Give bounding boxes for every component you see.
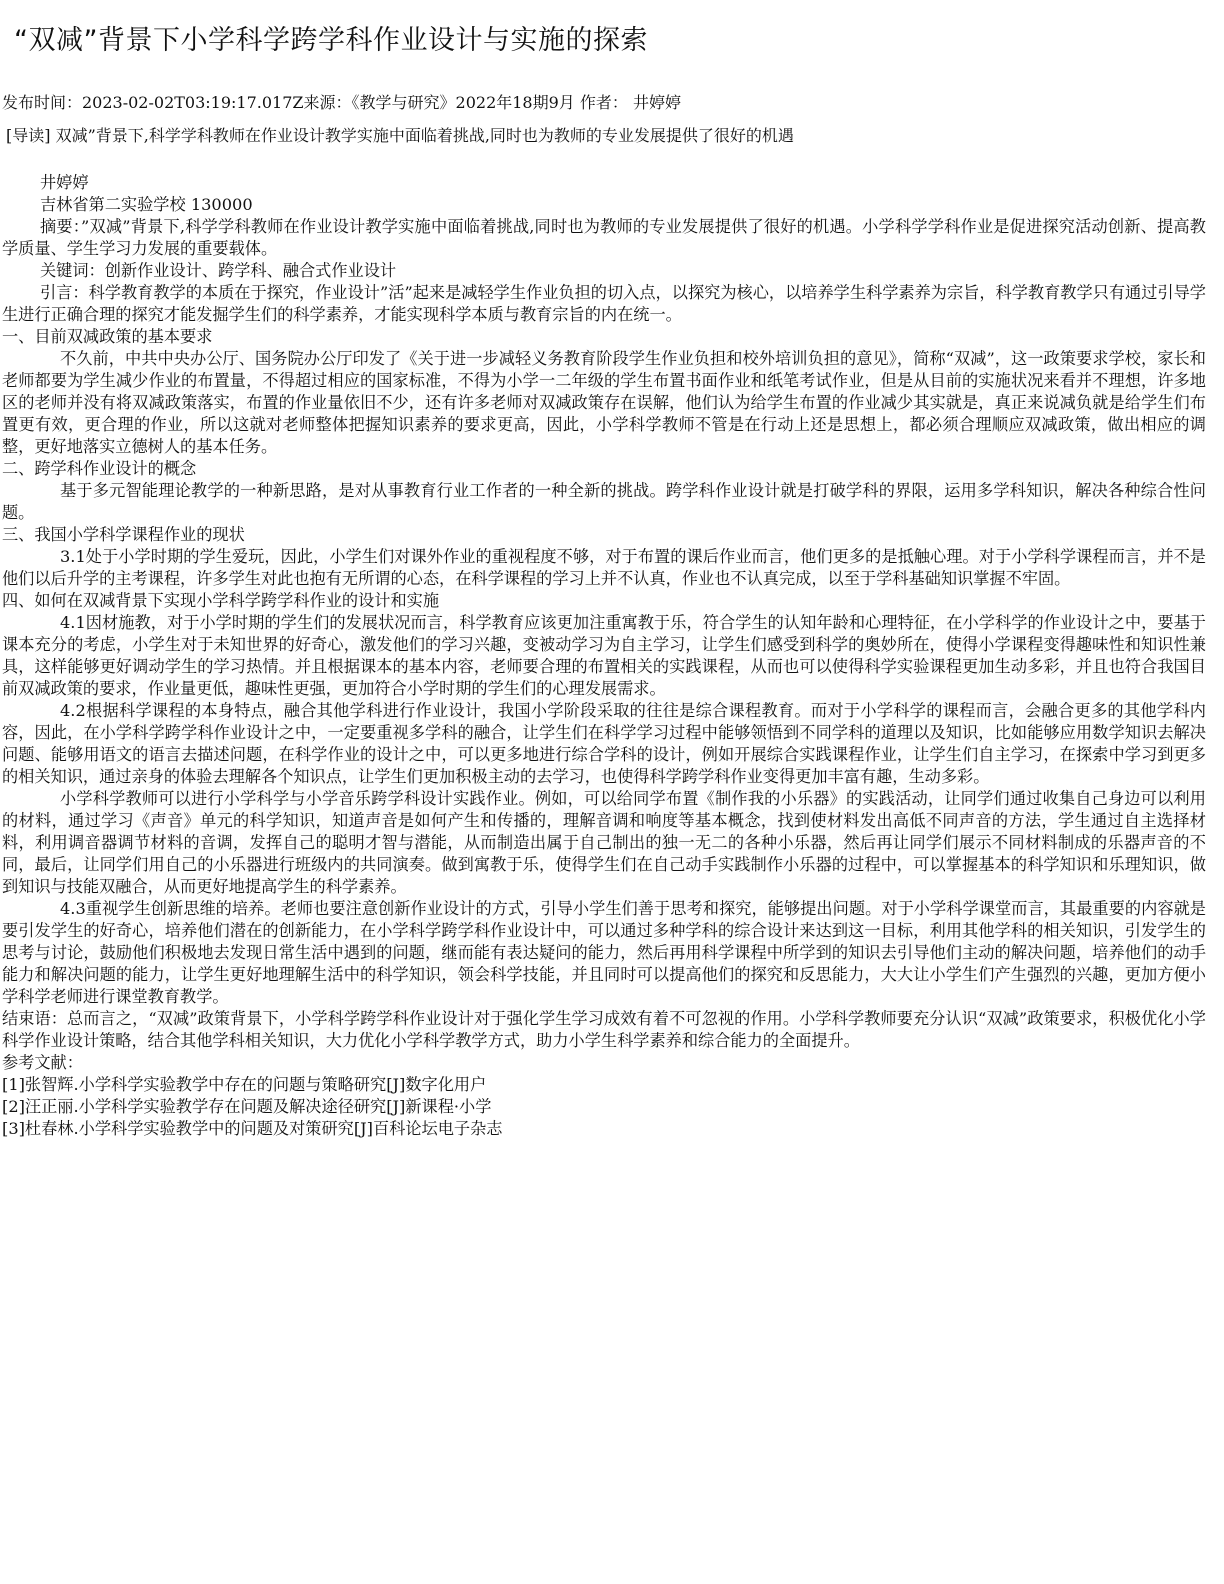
article-lead: [导读] 双减”背景下,科学学科教师在作业设计教学实施中面临着挑战,同时也为教师的专业发展提供了很好的机遇 [6, 126, 794, 145]
author-name: 井婷婷 [40, 173, 89, 192]
references-heading: 参考文献： [2, 1053, 83, 1072]
article-meta: 发布时间：2023-02-02T03:19:17.017Z来源：《教学与研究》2022年18期9月 作者： 井婷婷 [2, 93, 681, 112]
references-list [2, 1074, 1206, 1140]
section-paragraph: 3.1处于小学时期的学生爱玩，因此，小学生们对课外作业的重视程度不够，对于布置的课后作业而言，他们更多的是抵触心理。对于小学科学课程而言，并不是他们以后升学的主考课程，许多学生对此也抱有无所谓的心态，在科学课程的学习上并不认真，作业也不认真完成，以至于学科基础知识掌握不牢固。 [2, 547, 1206, 588]
conclusion: 结束语：总而言之，“双减”政策背景下，小学科学跨学科作业设计对于强化学生学习成效有着不可忽视的作用。小学科学教师要充分认识“双减”政策要求，积极优化小学科学作业设计策略，结合其他学科相关知识，大力优化小学科学教学方式，助力小学生科学素养和综合能力的全面提升。 [2, 1009, 1206, 1050]
introduction: 引言：科学教育教学的本质在于探究，作业设计”活”起来是减轻学生作业负担的切入点，以探究为核心，以培养学生科学素养为宗旨，科学教育教学只有通过引导学生进行正确合理的探究才能发掘学生们的科学素养，才能实现科学本质与教育宗旨的内在统一。 [2, 283, 1206, 324]
section-paragraph: 4.1因材施教，对于小学时期的学生们的发展状况而言，科学教育应该更加注重寓教于乐，符合学生的认知年龄和心理特征，在小学科学的作业设计之中，要基于课本充分的考虑，小学生对于未知世界的好奇心，激发他们的学习兴趣，变被动学习为自主学习，让学生们感受到科学的奥妙所在，使得小学课程变得趣味性和知识性兼具，这样能够更好调动学生的学习热情。并且根据课本的基本内容，老师要合理的布置相关的实践课程，从而也可以使得科学实验课程更加生动多彩，并且也符合我国目前双减政策的要求，作业量更低，趣味性更强，更加符合小学时期的学生们的心理发展需求。 [2, 613, 1206, 698]
section-paragraph: 4.2根据科学课程的本身特点，融合其他学科进行作业设计，我国小学阶段采取的往往是综合课程教育。而对于小学科学的课程而言，会融合更多的其他学科内容，因此，在小学科学跨学科作业设计之中，一定要重视多学科的融合，让学生们在科学学习过程中能够领悟到不同学科的道理以及知识，比如能够应用数学知识去解决问题、能够用语文的语言去描述问题，在科学作业的设计之中，可以更多地进行综合学科的设计，例如开展综合实践课程作业，让学生们自主学习，在探索中学习到更多的相关知识，通过亲身的体验去理解各个知识点，让学生们更加积极主动的去学习，也使得科学跨学科作业变得更加丰富有趣，生动多彩。 [2, 701, 1206, 786]
section-heading-1: 一、目前双减政策的基本要求 [2, 327, 213, 346]
reference-item: [3]杜春林.小学科学实验教学中的问题及对策研究[J]百科论坛电子杂志 [2, 1119, 503, 1138]
reference-item: [2]汪正丽.小学科学实验教学存在问题及解决途径研究[J]新课程·小学 [2, 1097, 492, 1116]
section-paragraph: 基于多元智能理论教学的一种新思路，是对从事教育行业工作者的一种全新的挑战。跨学科作业设计就是打破学科的界限，运用多学科知识，解决各种综合性问题。 [2, 481, 1206, 522]
article-body [2, 172, 1206, 1140]
section-paragraph: 小学科学教师可以进行小学科学与小学音乐跨学科设计实践作业。例如，可以给同学布置《制作我的小乐器》的实践活动，让同学们通过收集自己身边可以利用的材料，通过学习《声音》单元的科学知识，知道声音是如何产生和传播的，理解音调和响度等基本概念，找到使材料发出高低不同声音的方法，学生通过自主选择材料，利用调音器调节材料的音调，发挥自己的聪明才智与潜能，从而制造出属于自己制出的独一无二的各种小乐器，然后再让同学们展示不同材料制成的乐器声音的不同，最后，让同学们用自己的小乐器进行班级内的共同演奏。做到寓教于乐，使得学生们在自己动手实践制作小乐器的过程中，可以掌握基本的科学知识和乐理知识，做到知识与技能双融合，从而更好地提高学生的科学素养。 [2, 789, 1206, 896]
article-title: “双减”背景下小学科学跨学科作业设计与实施的探索 [14, 25, 648, 56]
section-paragraph: 4.3重视学生创新思维的培养。老师也要注意创新作业设计的方式，引导小学生们善于思考和探究，能够提出问题。对于小学科学课堂而言，其最重要的内容就是要引发学生的好奇心，培养他们潜在的创新能力，在小学科学跨学科作业设计中，可以通过多种学科的综合设计来达到这一目标，利用其他学科的相关知识，引发学生的思考与讨论，鼓励他们积极地去发现日常生活中遇到的问题，继而能有表达疑问的能力，然后再用科学课程中所学到的知识去引导他们主动的解决问题，培养他们的动手能力和解决问题的能力，让学生更好地理解生活中的科学知识，领会科学技能，并且同时可以提高他们的探究和反思能力，大大让小学生们产生强烈的兴趣，更加方便小学科学老师进行课堂教育教学。 [2, 899, 1206, 1006]
author-affiliation: 吉林省第二实验学校 130000 [40, 195, 253, 214]
section-paragraph: 不久前，中共中央办公厅、国务院办公厅印发了《关于进一步减轻义务教育阶段学生作业负担和校外培训负担的意见》，简称“双减”，这一政策要求学校，家长和老师都要为学生减少作业的布置量，不得超过相应的国家标准，不得为小学一二年级的学生布置书面作业和纸笔考试作业，但是从目前的实施状况来看并不理想，许多地区的老师并没有将双减政策落实，布置的作业量依旧不少，还有许多老师对双减政策存在误解，他们认为给学生布置的作业减少其实就是，真正来说减负就是给学生们布置更有效，更合理的作业，所以这就对老师整体把握知识素养的要求更高，因此，小学科学教师不管是在行动上还是思想上，都必须合理顺应双减政策，做出相应的调整，更好地落实立德树人的基本任务。 [2, 349, 1206, 456]
section-heading-2: 二、跨学科作业设计的概念 [2, 459, 197, 478]
reference-item: [1]张智辉.小学科学实验教学中存在的问题与策略研究[J]数字化用户 [2, 1075, 487, 1094]
abstract: 摘要：”双减”背景下,科学学科教师在作业设计教学实施中面临着挑战,同时也为教师的专业发展提供了很好的机遇。小学科学学科作业是促进探究活动创新、提高教学质量、学生学习力发展的重要载体。 [2, 217, 1206, 258]
section-heading-3: 三、我国小学科学课程作业的现状 [2, 525, 245, 544]
keywords: 关键词：创新作业设计、跨学科、融合式作业设计 [40, 261, 397, 280]
section-heading-4: 四、如何在双减背景下实现小学科学跨学科作业的设计和实施 [2, 591, 440, 610]
